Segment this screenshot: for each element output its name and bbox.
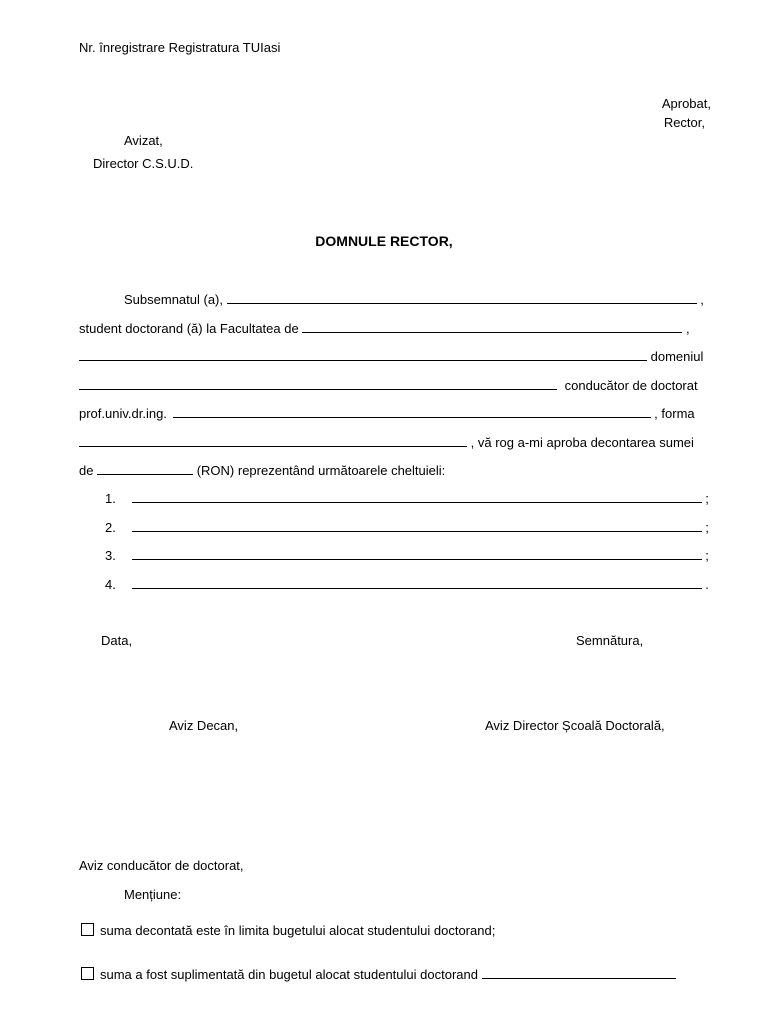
expenses-text: (RON) reprezentând următoarele cheltuieli:	[196, 463, 446, 478]
study-form-field[interactable]	[79, 434, 467, 447]
item-field[interactable]	[132, 547, 702, 560]
request-text: , vă rog a-mi aproba decontarea sumei	[470, 435, 694, 450]
supervisor-label: conducător de doctorat	[564, 378, 698, 393]
body-line-3	[79, 348, 703, 364]
domain-label: domeniul	[650, 349, 704, 364]
name-label: Subsemnatul (a),	[124, 292, 223, 307]
mention-label: Mențiune:	[124, 887, 182, 902]
dean-approval-label: Aviz Decan,	[169, 718, 239, 733]
item-end: ;	[705, 548, 709, 563]
school-director-approval-label: Aviz Director Școală Doctorală,	[485, 718, 665, 733]
director-label: Director C.S.U.D.	[93, 156, 194, 171]
faculty-label: student doctorand (ă) la Facultatea de	[79, 321, 299, 336]
list-item	[105, 576, 709, 592]
item-field[interactable]	[132, 576, 702, 589]
checkbox-icon[interactable]	[81, 967, 94, 980]
item-field[interactable]	[132, 490, 702, 503]
item-end: ;	[705, 491, 709, 506]
item-end: ;	[705, 520, 709, 535]
faculty-continued-field[interactable]	[79, 348, 647, 361]
list-item	[105, 547, 709, 563]
supervisor-field[interactable]	[173, 405, 651, 418]
line-end: ,	[700, 292, 704, 307]
signature-label: Semnătura,	[576, 633, 644, 648]
name-field[interactable]	[227, 291, 697, 304]
item-number: 3.	[105, 548, 116, 563]
amount-field[interactable]	[97, 462, 193, 475]
advisor-approval-label: Aviz conducător de doctorat,	[79, 858, 244, 873]
checkbox-icon[interactable]	[81, 923, 94, 936]
option-2-label: suma a fost suplimentată din bugetul alocat studentului doctorand	[100, 967, 478, 982]
date-label: Data,	[101, 633, 133, 648]
item-number: 4.	[105, 577, 116, 592]
page-title: DOMNULE RECTOR,	[315, 233, 453, 249]
title-prefix-label: prof.univ.dr.ing.	[79, 406, 167, 421]
faculty-field[interactable]	[302, 320, 682, 333]
body-line-4	[79, 377, 698, 393]
item-end: .	[705, 577, 709, 592]
body-line-7	[79, 462, 445, 478]
option-1[interactable]	[81, 923, 495, 939]
amount-prefix: de	[79, 463, 94, 478]
list-item	[105, 519, 709, 535]
rector-label: Rector,	[663, 115, 705, 130]
option-1-label: suma decontată este în limita bugetului alocat studentului doctorand;	[100, 923, 496, 938]
line-end: ,	[685, 321, 690, 336]
endorsed-label: Avizat,	[124, 133, 163, 148]
body-line-5	[79, 405, 695, 421]
item-number: 2.	[105, 520, 116, 535]
list-item	[105, 490, 709, 506]
body-line-2	[79, 320, 690, 336]
domain-field[interactable]	[79, 377, 557, 390]
supplement-field[interactable]	[482, 966, 676, 979]
body-line-6	[79, 434, 694, 450]
approved-label: Aprobat,	[661, 96, 711, 111]
item-number: 1.	[105, 491, 116, 506]
registration-label: Nr. înregistrare Registratura TUIasi	[79, 40, 281, 55]
item-field[interactable]	[132, 519, 702, 532]
form-label: , forma	[654, 406, 695, 421]
body-line-1	[124, 291, 704, 307]
option-2[interactable]	[81, 966, 676, 983]
